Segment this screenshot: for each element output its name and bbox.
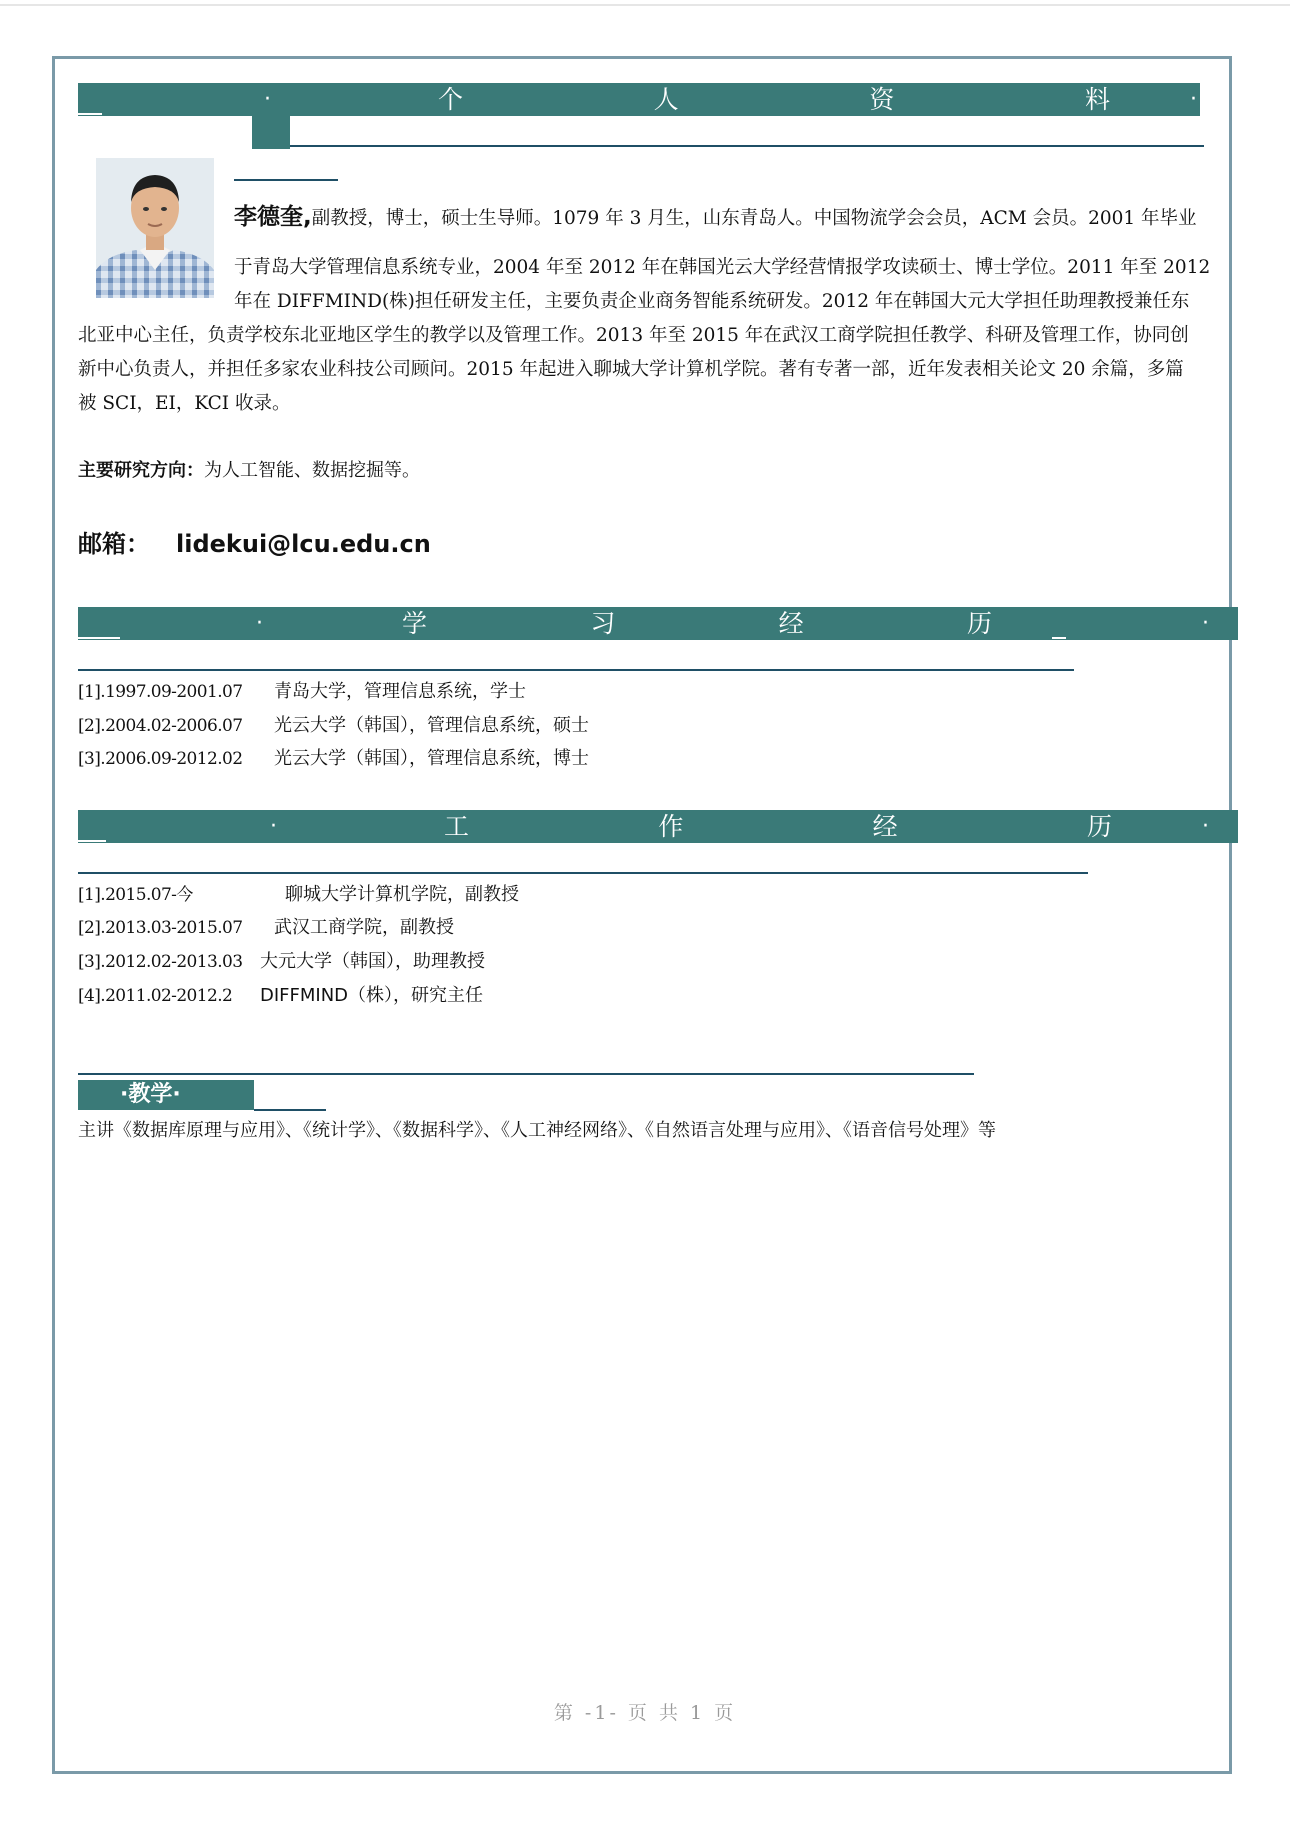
teaching-label: ·教学·: [120, 1082, 181, 1107]
banner-dot: ·: [1202, 611, 1209, 636]
research-label: 主要研究方向：: [78, 460, 204, 481]
person-name: 李德奎,: [234, 204, 312, 230]
banner-char: 个: [438, 85, 464, 114]
divider-line: [78, 872, 1088, 874]
banner-dot: ·: [264, 87, 271, 112]
bio-line-4: 北亚中心主任，负责学校东北亚地区学生的教学以及管理工作。2013 年至 2015 年在武汉工商学院担任教学、科研及管理工作，协同创: [78, 325, 1189, 346]
education-row: [2].2004.02-2006.07 光云大学（韩国），管理信息系统，硕士: [78, 715, 589, 736]
banner-char: 历: [966, 609, 992, 638]
email-line: [78, 524, 431, 559]
work-row: [1].2015.07-今 聊城大学计算机学院，副教授: [78, 884, 519, 905]
banner-dot: ·: [1202, 814, 1209, 839]
research-direction: [78, 456, 420, 482]
teaching-courses: 主讲《数据库原理与应用》、《统计学》、《数据科学》、《人工神经网络》、《自然语言处理与应用》、《语音信号处理》等: [78, 1120, 996, 1141]
divider-line: [252, 149, 290, 150]
divider-line: [78, 669, 1074, 671]
banner-char: 料: [1084, 85, 1110, 114]
work-row: [3].2012.02-2013.03 大元大学（韩国），助理教授: [78, 951, 485, 972]
bio-line-1: 李德奎,副教授，博士，硕士生导师。1079 年 3 月生，山东青岛人。中国物流学会会员，ACM 会员。2001 年毕业: [234, 204, 1197, 230]
section-banner-work: [78, 810, 1238, 843]
banner-tail-block: [252, 116, 290, 150]
banner-char: 作: [658, 812, 684, 841]
section-banner-teaching: [78, 1080, 254, 1110]
work-row: [4].2011.02-2012.2 DIFFMIND（株），研究主任: [78, 985, 484, 1006]
bio-line-3: 年在 DIFFMIND(株)担任研发主任，主要负责企业商务智能系统研发。2012 年在韩国大元大学担任助理教授兼任东: [234, 291, 1190, 312]
banner-char: 习: [590, 609, 616, 638]
page-number: 第 -1- 页 共 1 页: [553, 1702, 737, 1724]
profile-photo: [96, 158, 214, 298]
banner-dot: ·: [256, 611, 263, 636]
banner-char: 人: [653, 85, 679, 114]
bio-line-5: 新中心负责人，并担任多家农业科技公司顾问。2015 年起进入聊城大学计算机学院。著有专著一部，近年发表相关论文 20 余篇，多篇: [78, 359, 1184, 380]
education-row: [3].2006.09-2012.02 光云大学（韩国），管理信息系统，博士: [78, 748, 589, 769]
education-row: [1].1997.09-2001.07 青岛大学，管理信息系统，学士: [78, 681, 526, 702]
bio-line-6: 被 SCI，EI，KCI 收录。: [78, 393, 291, 414]
top-rule: [0, 4, 1290, 6]
banner-char: 资: [869, 85, 895, 114]
banner-char: 经: [872, 812, 898, 841]
bio-line-2: 于青岛大学管理信息系统专业，2004 年至 2012 年在韩国光云大学经营情报学攻读硕士、博士学位。2011 年至 2012: [234, 257, 1211, 278]
email-link[interactable]: lidekui@lcu.edu.cn: [176, 530, 431, 558]
banner-dot: ·: [270, 814, 277, 839]
portrait-image: [96, 158, 214, 298]
banner-char: 历: [1086, 812, 1112, 841]
divider-line: [290, 145, 1204, 147]
research-value: 为人工智能、数据挖掘等。: [204, 460, 420, 481]
divider-line: [78, 1073, 974, 1075]
banner-char: 学: [402, 609, 428, 638]
banner-char: 工: [444, 812, 470, 841]
banner-dot: ·: [1190, 87, 1197, 112]
section-banner-education: [78, 607, 1238, 640]
work-row: [2].2013.03-2015.07 武汉工商学院，副教授: [78, 917, 454, 938]
email-label: 邮箱：: [78, 530, 150, 558]
section-banner-profile: [78, 83, 1200, 116]
divider-line: [234, 179, 338, 181]
divider-line: [254, 1109, 326, 1111]
banner-char: 经: [778, 609, 804, 638]
